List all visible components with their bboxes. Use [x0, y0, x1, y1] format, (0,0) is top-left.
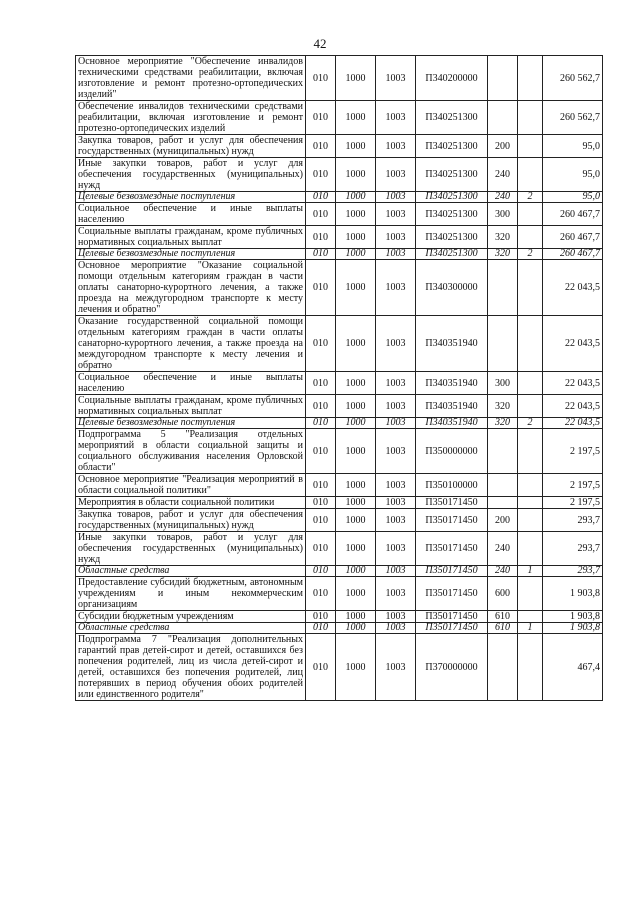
funding-source-cell: [518, 316, 543, 372]
table-row: [76, 101, 603, 135]
subsection-code-cell: 1003: [376, 474, 416, 497]
admin-code-cell: 010: [306, 192, 336, 203]
expense-type-cell: [488, 634, 518, 701]
row-name-cell: Социальное обеспечение и иные выплаты населению: [76, 203, 306, 226]
row-name-cell: Закупка товаров, работ и услуг для обеспечения государственных (муниципальных) нужд: [76, 135, 306, 158]
admin-code-cell: 010: [306, 56, 336, 101]
subsection-code-cell: 1003: [376, 611, 416, 623]
table-row: [76, 623, 603, 634]
amount-cell: 260 467,7: [543, 249, 603, 260]
admin-code-cell: 010: [306, 249, 336, 260]
subsection-code-cell: 1003: [376, 532, 416, 566]
subsection-code-cell: 1003: [376, 634, 416, 701]
amount-cell: 95,0: [543, 135, 603, 158]
row-name-cell: Целевые безвозмездные поступления: [76, 192, 306, 203]
table-row: [76, 158, 603, 192]
table-row: [76, 532, 603, 566]
subsection-code-cell: 1003: [376, 56, 416, 101]
subsection-code-cell: 1003: [376, 192, 416, 203]
funding-source-cell: [518, 474, 543, 497]
admin-code-cell: 010: [306, 566, 336, 577]
row-name-cell: Субсидии бюджетным учреждениям: [76, 611, 306, 623]
expense-type-cell: [488, 101, 518, 135]
funding-source-cell: [518, 101, 543, 135]
amount-cell: 2 197,5: [543, 497, 603, 509]
expense-type-cell: 240: [488, 158, 518, 192]
budget-table: [75, 55, 603, 701]
section-code-cell: 1000: [336, 135, 376, 158]
row-name-cell: Предоставление субсидий бюджетным, автономным учреждениям и иным некоммерческим организациям: [76, 577, 306, 611]
funding-source-cell: [518, 226, 543, 249]
row-name-cell: Социальное обеспечение и иные выплаты населению: [76, 372, 306, 395]
admin-code-cell: 010: [306, 203, 336, 226]
admin-code-cell: 010: [306, 429, 336, 474]
funding-source-cell: [518, 203, 543, 226]
expense-type-cell: 200: [488, 509, 518, 532]
section-code-cell: 1000: [336, 192, 376, 203]
amount-cell: 260 467,7: [543, 203, 603, 226]
section-code-cell: 1000: [336, 260, 376, 316]
subsection-code-cell: 1003: [376, 395, 416, 418]
section-code-cell: 1000: [336, 203, 376, 226]
row-name-cell: Основное мероприятие "Реализация мероприятий в области социальной политики": [76, 474, 306, 497]
funding-source-cell: [518, 395, 543, 418]
amount-cell: 293,7: [543, 509, 603, 532]
funding-source-cell: [518, 634, 543, 701]
amount-cell: 260 562,7: [543, 56, 603, 101]
admin-code-cell: 010: [306, 135, 336, 158]
funding-source-cell: [518, 509, 543, 532]
target-article-cell: П370000000: [416, 634, 488, 701]
funding-source-cell: [518, 56, 543, 101]
admin-code-cell: 010: [306, 577, 336, 611]
subsection-code-cell: 1003: [376, 249, 416, 260]
table-row: [76, 56, 603, 101]
amount-cell: 95,0: [543, 158, 603, 192]
section-code-cell: 1000: [336, 226, 376, 249]
subsection-code-cell: 1003: [376, 418, 416, 429]
amount-cell: 22 043,5: [543, 260, 603, 316]
table-row: [76, 634, 603, 701]
target-article-cell: П340251300: [416, 101, 488, 135]
section-code-cell: 1000: [336, 509, 376, 532]
admin-code-cell: 010: [306, 418, 336, 429]
expense-type-cell: 240: [488, 192, 518, 203]
amount-cell: 1 903,8: [543, 623, 603, 634]
admin-code-cell: 010: [306, 634, 336, 701]
table-row: [76, 509, 603, 532]
table-row: [76, 429, 603, 474]
amount-cell: 467,4: [543, 634, 603, 701]
amount-cell: 1 903,8: [543, 577, 603, 611]
table-row: [76, 192, 603, 203]
row-name-cell: Обеспечение инвалидов техническими средствами реабилитации, включая изготовление и ремонт протезно-ортопедических изделий: [76, 101, 306, 135]
target-article-cell: П350000000: [416, 429, 488, 474]
row-name-cell: Мероприятия в области социальной политики: [76, 497, 306, 509]
target-article-cell: П340251300: [416, 158, 488, 192]
table-row: [76, 135, 603, 158]
amount-cell: 22 043,5: [543, 316, 603, 372]
admin-code-cell: 010: [306, 226, 336, 249]
section-code-cell: 1000: [336, 418, 376, 429]
subsection-code-cell: 1003: [376, 101, 416, 135]
section-code-cell: 1000: [336, 532, 376, 566]
amount-cell: 293,7: [543, 566, 603, 577]
target-article-cell: П350171450: [416, 532, 488, 566]
row-name-cell: Целевые безвозмездные поступления: [76, 418, 306, 429]
table-row: [76, 474, 603, 497]
subsection-code-cell: 1003: [376, 509, 416, 532]
expense-type-cell: 600: [488, 577, 518, 611]
row-name-cell: Основное мероприятие "Обеспечение инвалидов техническими средствами реабилитации, включая изготовление и ремонт протезно-ортопедических изделий": [76, 56, 306, 101]
table-body: [76, 56, 603, 701]
table-row: [76, 395, 603, 418]
section-code-cell: 1000: [336, 372, 376, 395]
subsection-code-cell: 1003: [376, 372, 416, 395]
section-code-cell: 1000: [336, 249, 376, 260]
expense-type-cell: 320: [488, 249, 518, 260]
subsection-code-cell: 1003: [376, 497, 416, 509]
amount-cell: 22 043,5: [543, 372, 603, 395]
table-row: [76, 372, 603, 395]
target-article-cell: П340251300: [416, 192, 488, 203]
table-row: [76, 566, 603, 577]
subsection-code-cell: 1003: [376, 226, 416, 249]
section-code-cell: 1000: [336, 158, 376, 192]
target-article-cell: П340200000: [416, 56, 488, 101]
admin-code-cell: 010: [306, 316, 336, 372]
expense-type-cell: 300: [488, 372, 518, 395]
section-code-cell: 1000: [336, 429, 376, 474]
amount-cell: 2 197,5: [543, 474, 603, 497]
subsection-code-cell: 1003: [376, 623, 416, 634]
amount-cell: 1 903,8: [543, 611, 603, 623]
target-article-cell: П350171450: [416, 623, 488, 634]
section-code-cell: 1000: [336, 623, 376, 634]
amount-cell: 95,0: [543, 192, 603, 203]
amount-cell: 22 043,5: [543, 418, 603, 429]
subsection-code-cell: 1003: [376, 135, 416, 158]
page-number: 42: [313, 36, 327, 51]
row-name-cell: Подпрограмма 7 "Реализация дополнительных гарантий прав детей-сирот и детей, оставшихся без попечения родителей, лиц из числа детей-сирот и детей, оставшихся без попечения родителей, лиц потерявших в период обучения обоих родителей или единственного родителя": [76, 634, 306, 701]
amount-cell: 260 467,7: [543, 226, 603, 249]
section-code-cell: 1000: [336, 316, 376, 372]
section-code-cell: 1000: [336, 101, 376, 135]
table-row: [76, 418, 603, 429]
subsection-code-cell: 1003: [376, 577, 416, 611]
section-code-cell: 1000: [336, 611, 376, 623]
section-code-cell: 1000: [336, 634, 376, 701]
table-row: [76, 203, 603, 226]
table-row: [76, 260, 603, 316]
admin-code-cell: 010: [306, 395, 336, 418]
target-article-cell: П340300000: [416, 260, 488, 316]
expense-type-cell: [488, 56, 518, 101]
expense-type-cell: 240: [488, 566, 518, 577]
row-name-cell: Иные закупки товаров, работ и услуг для обеспечения государственных (муниципальных) нужд: [76, 532, 306, 566]
admin-code-cell: 010: [306, 474, 336, 497]
table-row: [76, 577, 603, 611]
funding-source-cell: 1: [518, 566, 543, 577]
target-article-cell: П350171450: [416, 566, 488, 577]
expense-type-cell: [488, 260, 518, 316]
funding-source-cell: [518, 532, 543, 566]
target-article-cell: П340351940: [416, 372, 488, 395]
funding-source-cell: 1: [518, 623, 543, 634]
expense-type-cell: 320: [488, 226, 518, 249]
funding-source-cell: 2: [518, 249, 543, 260]
row-name-cell: Закупка товаров, работ и услуг для обеспечения государственных (муниципальных) нужд: [76, 509, 306, 532]
admin-code-cell: 010: [306, 623, 336, 634]
table-row: [76, 497, 603, 509]
row-name-cell: Оказание государственной социальной помощи отдельным категориям граждан в части оплаты санаторно-курортного лечения, а также проезда на междугородном транспорте к месту лечения и обратно: [76, 316, 306, 372]
target-article-cell: П340351940: [416, 418, 488, 429]
section-code-cell: 1000: [336, 56, 376, 101]
subsection-code-cell: 1003: [376, 566, 416, 577]
funding-source-cell: 2: [518, 418, 543, 429]
expense-type-cell: 240: [488, 532, 518, 566]
funding-source-cell: [518, 611, 543, 623]
target-article-cell: П340251300: [416, 249, 488, 260]
subsection-code-cell: 1003: [376, 429, 416, 474]
admin-code-cell: 010: [306, 372, 336, 395]
expense-type-cell: 200: [488, 135, 518, 158]
target-article-cell: П350171450: [416, 509, 488, 532]
funding-source-cell: 2: [518, 192, 543, 203]
expense-type-cell: [488, 497, 518, 509]
target-article-cell: П340251300: [416, 135, 488, 158]
row-name-cell: Областные средства: [76, 623, 306, 634]
row-name-cell: Социальные выплаты гражданам, кроме публичных нормативных социальных выплат: [76, 226, 306, 249]
expense-type-cell: 610: [488, 623, 518, 634]
target-article-cell: П340251300: [416, 203, 488, 226]
target-article-cell: П340351940: [416, 395, 488, 418]
funding-source-cell: [518, 158, 543, 192]
target-article-cell: П350171450: [416, 577, 488, 611]
funding-source-cell: [518, 577, 543, 611]
expense-type-cell: 320: [488, 395, 518, 418]
row-name-cell: Социальные выплаты гражданам, кроме публичных нормативных социальных выплат: [76, 395, 306, 418]
funding-source-cell: [518, 135, 543, 158]
admin-code-cell: 010: [306, 260, 336, 316]
table-row: [76, 316, 603, 372]
row-name-cell: Иные закупки товаров, работ и услуг для обеспечения государственных (муниципальных) нужд: [76, 158, 306, 192]
section-code-cell: 1000: [336, 566, 376, 577]
funding-source-cell: [518, 372, 543, 395]
admin-code-cell: 010: [306, 611, 336, 623]
expense-type-cell: [488, 316, 518, 372]
funding-source-cell: [518, 260, 543, 316]
section-code-cell: 1000: [336, 474, 376, 497]
subsection-code-cell: 1003: [376, 203, 416, 226]
subsection-code-cell: 1003: [376, 260, 416, 316]
subsection-code-cell: 1003: [376, 316, 416, 372]
expense-type-cell: 300: [488, 203, 518, 226]
subsection-code-cell: 1003: [376, 158, 416, 192]
table-row: [76, 226, 603, 249]
section-code-cell: 1000: [336, 497, 376, 509]
admin-code-cell: 010: [306, 158, 336, 192]
admin-code-cell: 010: [306, 101, 336, 135]
amount-cell: 260 562,7: [543, 101, 603, 135]
target-article-cell: П340251300: [416, 226, 488, 249]
admin-code-cell: 010: [306, 509, 336, 532]
table-row: [76, 249, 603, 260]
amount-cell: 293,7: [543, 532, 603, 566]
admin-code-cell: 010: [306, 497, 336, 509]
table-row: [76, 611, 603, 623]
expense-type-cell: 320: [488, 418, 518, 429]
target-article-cell: П350171450: [416, 611, 488, 623]
target-article-cell: П350171450: [416, 497, 488, 509]
target-article-cell: П350100000: [416, 474, 488, 497]
funding-source-cell: [518, 497, 543, 509]
amount-cell: 22 043,5: [543, 395, 603, 418]
row-name-cell: Подпрограмма 5 "Реализация отдельных мероприятий в области социальной защиты и социального обслуживания населения Орловской области": [76, 429, 306, 474]
row-name-cell: Основное мероприятие "Оказание социальной помощи отдельным категориям граждан в части оплаты санаторно-курортного лечения, а также проезда на междугородном транспорте к месту лечения и обратно": [76, 260, 306, 316]
funding-source-cell: [518, 429, 543, 474]
admin-code-cell: 010: [306, 532, 336, 566]
target-article-cell: П340351940: [416, 316, 488, 372]
amount-cell: 2 197,5: [543, 429, 603, 474]
section-code-cell: 1000: [336, 395, 376, 418]
section-code-cell: 1000: [336, 577, 376, 611]
expense-type-cell: 610: [488, 611, 518, 623]
expense-type-cell: [488, 429, 518, 474]
expense-type-cell: [488, 474, 518, 497]
row-name-cell: Областные средства: [76, 566, 306, 577]
row-name-cell: Целевые безвозмездные поступления: [76, 249, 306, 260]
